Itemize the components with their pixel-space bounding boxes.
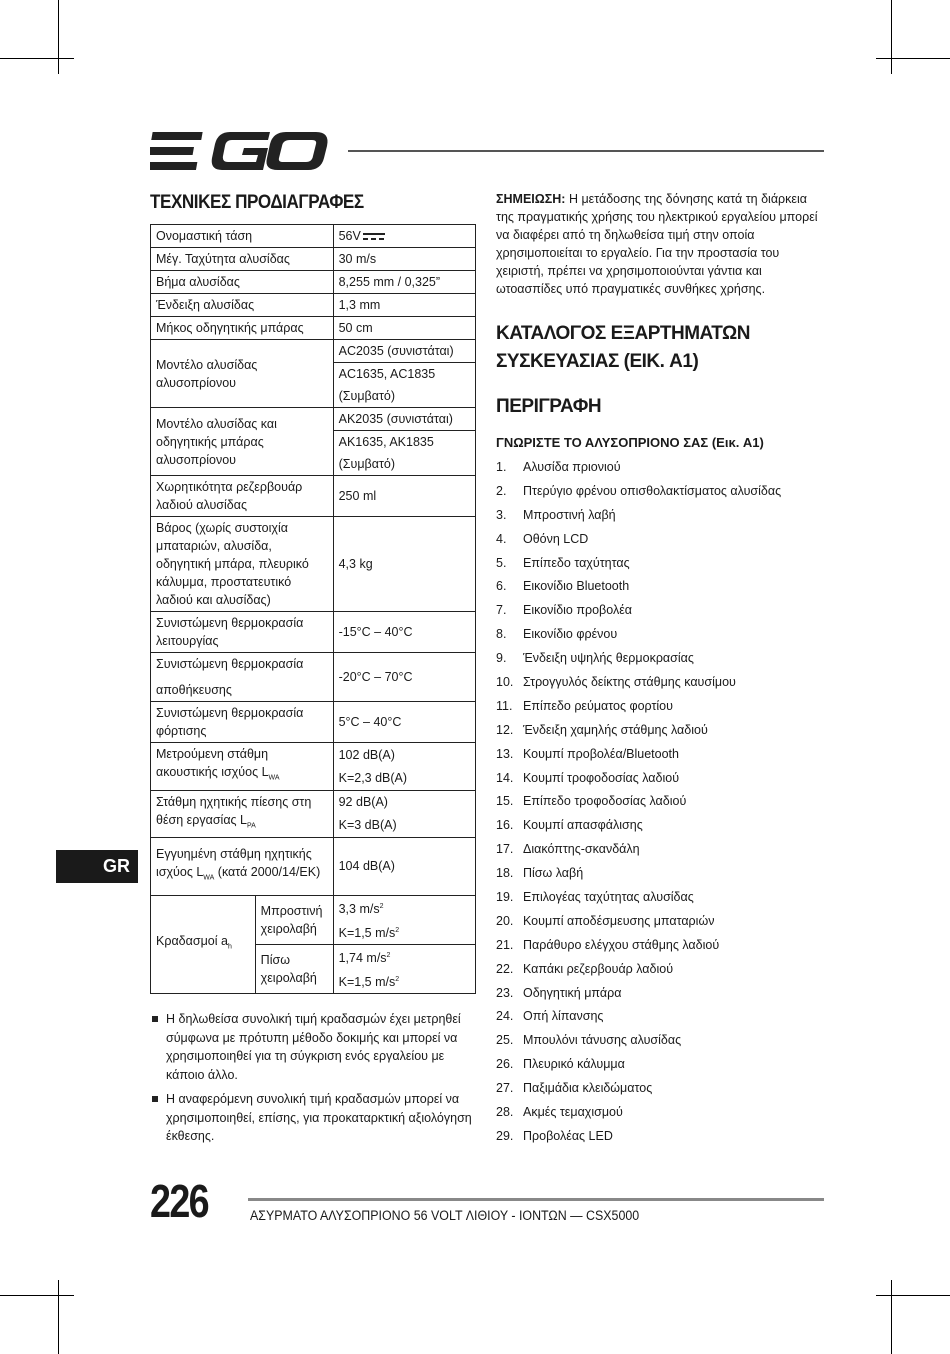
table-row xyxy=(151,476,476,517)
spec-label: Εγγυημένη στάθμη ηχητικής ισχύος $L_{WA}$ (κατά 2000/14/ΕΚ) xyxy=(151,838,334,896)
list-item xyxy=(496,790,826,814)
spec-value: 5°C – 40°C xyxy=(333,702,475,743)
know-your-saw-title: ΓΝΩΡΙΣΤΕ ΤΟ ΑΛΥΣΟΠΡΙΟΝΟ ΣΑΣ (Εικ. A1) xyxy=(496,435,764,450)
part-number: 4. xyxy=(496,531,507,546)
part-name: Επίπεδο ταχύτητας xyxy=(523,555,630,570)
spec-value: AC1635, AC1835 xyxy=(333,363,475,386)
crop-mark xyxy=(0,1295,74,1296)
list-item xyxy=(496,480,826,504)
part-number: 15. xyxy=(496,794,514,809)
part-number: 18. xyxy=(496,866,514,881)
part-number: 20. xyxy=(496,913,514,928)
spec-value: K=1,5 $m/s^2$ xyxy=(333,969,475,994)
table-row xyxy=(151,790,476,814)
part-name: Πτερύγιο φρένου οπισθολακτίσματος αλυσίδας xyxy=(523,483,782,498)
part-number: 16. xyxy=(496,818,514,833)
spec-label: Συνιστώμενη θερμοκρασία φόρτισης xyxy=(151,702,334,743)
spec-label: Μέγ. Ταχύτητα αλυσίδας xyxy=(151,248,334,271)
list-item xyxy=(496,575,826,599)
table-row xyxy=(151,612,476,653)
list-item xyxy=(496,504,826,528)
part-number: 23. xyxy=(496,985,514,1000)
part-number: 28. xyxy=(496,1105,514,1120)
table-row xyxy=(151,895,476,920)
crop-mark xyxy=(891,1280,892,1354)
spec-value: 250 ml xyxy=(333,476,475,517)
part-number: 25. xyxy=(496,1033,514,1048)
table-row xyxy=(151,294,476,317)
spec-value: K=1,5 $m/s^2$ xyxy=(333,920,475,945)
spec-value: 3,3 $m/s^2$ xyxy=(333,895,475,920)
list-item xyxy=(496,1005,826,1029)
list-item xyxy=(496,671,826,695)
part-number: 1. xyxy=(496,460,507,474)
list-item xyxy=(496,910,826,934)
list-item xyxy=(496,862,826,886)
part-number: 12. xyxy=(496,722,514,737)
part-number: 2. xyxy=(496,483,507,498)
table-row xyxy=(151,517,476,612)
spec-value: K=3 dB(A) xyxy=(333,814,475,838)
part-number: 5. xyxy=(496,555,507,570)
spec-table xyxy=(150,224,476,994)
crop-mark xyxy=(58,0,59,74)
table-row xyxy=(151,225,476,248)
list-item xyxy=(496,456,826,480)
part-name: Ένδειξη υψηλής θερμοκρασίας xyxy=(523,651,694,666)
vibration-notes xyxy=(150,1010,476,1146)
part-number: 11. xyxy=(496,698,513,713)
part-number: 22. xyxy=(496,961,514,976)
spec-value: 1,3 mm xyxy=(333,294,475,317)
list-item xyxy=(496,528,826,552)
part-name: Επίπεδο ρεύματος φορτίου xyxy=(523,698,673,713)
spec-value: AK2035 (συνιστάται) xyxy=(333,408,475,431)
spec-label: Στάθμη ηχητικής πίεσης στη θέση εργασίας $L_{PA}$ xyxy=(151,790,334,838)
part-name: Καπάκι ρεζερβουάρ λαδιού xyxy=(523,961,674,976)
table-row xyxy=(151,653,476,702)
spec-value: 50 cm xyxy=(333,317,475,340)
crop-mark xyxy=(876,58,950,59)
part-number: 19. xyxy=(496,890,514,905)
spec-value: AK1635, AK1835 xyxy=(333,431,475,454)
list-item xyxy=(496,743,826,767)
part-name: Εικονίδιο Bluetooth xyxy=(523,579,630,594)
list-item xyxy=(496,599,826,623)
part-number: 17. xyxy=(496,842,514,857)
part-name: Μπουλόνι τάνυσης αλυσίδας xyxy=(523,1033,682,1048)
part-name: Επίπεδο τροφοδοσίας λαδιού xyxy=(523,794,687,809)
table-row xyxy=(151,743,476,767)
description-title: ΠΕΡΙΓΡΑΦΗ xyxy=(496,396,602,417)
header-rule xyxy=(348,150,824,152)
part-name: Μπροστινή λαβή xyxy=(523,507,616,522)
footer-title: ΑΣΥΡΜΑΤΟ ΑΛΥΣΟΠΡΙΟΝΟ 56 VOLT ΛΙΘΙΟΥ - ΙΟΝΤΩΝ — CSX5000 xyxy=(250,1208,640,1223)
part-number: 14. xyxy=(496,770,514,785)
spec-value: AC2035 (συνιστάται) xyxy=(333,340,475,363)
part-name: Κουμπί προβολέα/Bluetooth xyxy=(523,746,679,761)
spec-value: -20°C – 70°C xyxy=(333,653,475,702)
part-name: Παράθυρο ελέγχου στάθμης λαδιού xyxy=(523,937,720,952)
list-item xyxy=(496,1029,826,1053)
part-name: Κουμπί απασφάλισης xyxy=(523,818,643,833)
spec-label: Συνιστώμενη θερμοκρασία λειτουργίας xyxy=(151,612,334,653)
table-row xyxy=(151,340,476,363)
part-number: 13. xyxy=(496,746,514,761)
spec-value: 30 m/s xyxy=(333,248,475,271)
dc-symbol-icon xyxy=(363,233,385,240)
packing-list-title: ΚΑΤΑΛΟΓΟΣ ΕΞΑΡΤΗΜΑΤΩΝ ΣΥΣΚΕΥΑΣΙΑΣ (ΕΙΚ. A1) xyxy=(496,323,750,372)
spec-label: Κραδασμοί $a_h$ xyxy=(151,895,256,994)
spec-value: (Συμβατό) xyxy=(333,385,475,408)
part-name: Διακόπτης-σκανδάλη xyxy=(523,842,640,857)
spec-sublabel: Πίσω χειρολαβή xyxy=(255,944,333,993)
list-item xyxy=(496,695,826,719)
note-paragraph: ΣΗΜΕΙΩΣΗ: Η μετάδοσης της δόνησης κατά τη διάρκεια της πραγματικής χρήσης του ηλεκτρικού εργαλείου μπορεί να διαφέρει από τη δηλωθείσα τιμή στην οποία χρησιμοποιείται το εργαλείο. Για την προστασία του χειριστή, πρέπει να χρησιμοποιούνται γάντια και ωτοασπίδες υπό πραγματικές συνθήκες χρήσης. xyxy=(496,192,818,296)
bullet-square-icon xyxy=(152,1096,158,1102)
part-name: Επιλογέας ταχύτητας αλυσίδας xyxy=(523,890,694,905)
part-number: 29. xyxy=(496,1128,514,1143)
part-number: 21. xyxy=(496,937,514,952)
part-name: Ένδειξη χαμηλής στάθμης λαδιού xyxy=(523,722,708,737)
right-column xyxy=(496,190,826,1149)
part-name: Στρογγυλός δείκτης στάθμης καυσίμου xyxy=(523,675,736,690)
part-name: Πίσω λαβή xyxy=(523,866,584,881)
list-item xyxy=(496,552,826,576)
part-number: 3. xyxy=(496,507,507,522)
spec-label: Μήκος οδηγητικής μπάρας xyxy=(151,317,334,340)
spec-value: (Συμβατό) xyxy=(333,453,475,476)
table-row xyxy=(151,408,476,431)
spec-value: -15°C – 40°C xyxy=(333,612,475,653)
footer-rule xyxy=(248,1198,824,1201)
table-row xyxy=(151,271,476,294)
list-item xyxy=(496,647,826,671)
table-row xyxy=(151,248,476,271)
spec-value: 4,3 kg xyxy=(333,517,475,612)
list-item xyxy=(496,958,826,982)
spec-value: 56V xyxy=(333,225,475,248)
part-name: Παξιμάδια κλειδώματος xyxy=(523,1081,653,1096)
part-number: 7. xyxy=(496,603,507,618)
part-name: Οθόνη LCD xyxy=(523,531,589,546)
spec-sublabel: Μπροστινή χειρολαβή xyxy=(255,895,333,944)
list-item: Η δηλωθείσα συνολική τιμή κραδασμών έχει μετρηθεί σύμφωνα με πρότυπη μέθοδο δοκιμής και μπορεί να χρησιμοποιηθεί για τη σύγκριση ενός εργαλείου με κάποιο άλλο. xyxy=(150,1010,476,1084)
part-number: 26. xyxy=(496,1057,514,1072)
part-number: 9. xyxy=(496,651,507,666)
part-name: Οδηγητική μπάρα xyxy=(523,985,622,1000)
part-name: Κουμπί τροφοδοσίας λαδιού xyxy=(523,770,680,785)
list-item xyxy=(496,767,826,791)
spec-label: Μετρούμενη στάθμη ακουστικής ισχύος $L_{WA}$ xyxy=(151,743,334,791)
part-number: 8. xyxy=(496,627,507,642)
spec-label: Μοντέλο αλυσίδας και οδηγητικής μπάρας αλυσοπρίονου xyxy=(151,408,334,476)
list-item xyxy=(496,719,826,743)
spec-label: Μοντέλο αλυσίδας αλυσοπρίονου xyxy=(151,340,334,408)
part-name: Προβολέας LED xyxy=(523,1128,613,1143)
spec-label xyxy=(151,653,334,702)
left-column xyxy=(150,190,476,1152)
parts-list xyxy=(496,456,826,1149)
table-row xyxy=(151,838,476,896)
list-item: Η αναφερόμενη συνολική τιμή κραδασμών μπορεί να χρησιμοποιηθεί, επίσης, για προκαταρκτική αξιολόγηση έκθεσης. xyxy=(150,1090,476,1146)
list-item xyxy=(496,838,826,862)
spec-value: 92 dB(A) xyxy=(333,790,475,814)
spec-label-line: αποθήκευσης xyxy=(156,683,232,697)
crop-mark xyxy=(876,1295,950,1296)
page-number: 226 xyxy=(150,1175,209,1227)
table-row xyxy=(151,317,476,340)
list-item xyxy=(496,886,826,910)
spec-label-line: Συνιστώμενη θερμοκρασία xyxy=(156,657,304,671)
spec-value: K=2,3 dB(A) xyxy=(333,766,475,790)
crop-mark xyxy=(0,58,74,59)
spec-value: 104 dB(A) xyxy=(333,838,475,896)
spec-label: Βήμα αλυσίδας xyxy=(151,271,334,294)
table-row xyxy=(151,702,476,743)
list-item xyxy=(496,1077,826,1101)
bullet-square-icon xyxy=(152,1016,158,1022)
part-number: 27. xyxy=(496,1081,514,1096)
list-item xyxy=(496,1101,826,1125)
list-item xyxy=(496,623,826,647)
part-name: Κουμπί αποδέσμευσης μπαταριών xyxy=(523,913,715,928)
spec-value: 1,74 $m/s^2$ xyxy=(333,944,475,969)
spec-label: Χωρητικότητα ρεζερβουάρ λαδιού αλυσίδας xyxy=(151,476,334,517)
list-item xyxy=(496,982,826,1006)
language-tab: GR xyxy=(56,850,138,883)
part-number: 24. xyxy=(496,1009,514,1024)
part-name: Οπή λίπανσης xyxy=(523,1009,604,1024)
crop-mark xyxy=(891,0,892,74)
spec-value: 8,255 mm / 0,325” xyxy=(333,271,475,294)
part-name: Πλευρικό κάλυμμα xyxy=(523,1057,625,1072)
part-number: 10. xyxy=(496,675,514,690)
part-name: Ακμές τεμαχισμού xyxy=(523,1105,623,1120)
part-name: Εικονίδιο φρένου xyxy=(523,627,618,642)
section-title: ΤΕΧΝΙΚΕΣ ΠΡΟΔΙΑΓΡΑΦΕΣ xyxy=(150,192,364,213)
spec-label: Ένδειξη αλυσίδας xyxy=(151,294,334,317)
list-item xyxy=(496,934,826,958)
list-item xyxy=(496,1053,826,1077)
part-number: 6. xyxy=(496,579,507,594)
ego-logo xyxy=(150,130,330,172)
spec-label: Ονομαστική τάση xyxy=(151,225,334,248)
list-item xyxy=(496,814,826,838)
crop-mark xyxy=(58,1280,59,1354)
part-name: Αλυσίδα πριονιού xyxy=(523,460,621,474)
part-name: Εικονίδιο προβολέα xyxy=(523,603,632,618)
spec-label: Βάρος (χωρίς συστοιχία μπαταριών, αλυσίδα, οδηγητική μπάρα, πλευρικό κάλυμμα, προστατευτικό λαδιού και αλυσίδας) xyxy=(151,517,334,612)
list-item xyxy=(496,1125,826,1149)
spec-value: 102 dB(A) xyxy=(333,743,475,767)
